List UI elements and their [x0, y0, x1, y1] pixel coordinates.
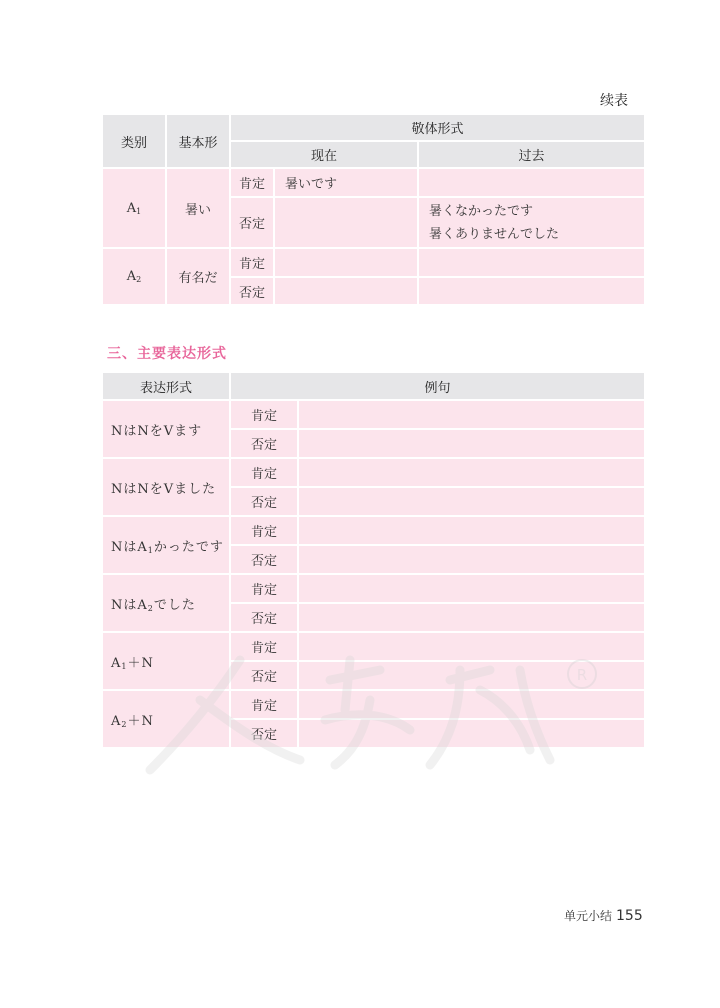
header-past: 过去: [419, 142, 646, 169]
negative-past-line-2: 暑くありませんでした: [429, 226, 560, 242]
header-example: 例句: [231, 373, 646, 401]
affirmative-present-cell: [275, 249, 419, 278]
example-cell: [299, 488, 646, 517]
expression-patterns-table: [103, 373, 646, 749]
base-form-atsui: 暑い: [167, 169, 231, 249]
svg-text:R: R: [576, 666, 588, 684]
example-cell: [299, 517, 646, 546]
affirmative-label: 肯定: [231, 691, 299, 720]
category-a1: $A_1$: [103, 169, 167, 249]
affirmative-label: 肯定: [231, 575, 299, 604]
example-cell: [299, 546, 646, 575]
example-cell: [299, 401, 646, 430]
negative-past-cell: [419, 278, 646, 306]
example-cell: [299, 720, 646, 749]
footer-unit-label: 单元小结: [564, 909, 613, 923]
negative-past-line-1: 暑くなかったです: [429, 203, 534, 219]
section-title: 三、主要表达形式: [107, 346, 227, 362]
affirmative-label: 肯定: [231, 249, 275, 278]
negative-label: 否定: [231, 662, 299, 691]
negative-label: 否定: [231, 278, 275, 306]
pattern-cell: Nは$A_1$かったです: [103, 517, 231, 575]
affirmative-label: 肯定: [231, 401, 299, 430]
header-expression: 表达形式: [103, 373, 231, 401]
page-number: 155: [616, 908, 643, 924]
negative-label: 否定: [231, 430, 299, 459]
affirmative-past-cell: [419, 249, 646, 278]
negative-label: 否定: [231, 198, 275, 249]
negative-past-cell: [419, 198, 646, 249]
header-present: 现在: [231, 142, 419, 169]
example-cell: [299, 691, 646, 720]
negative-label: 否定: [231, 720, 299, 749]
affirmative-label: 肯定: [231, 633, 299, 662]
pattern-cell: NはNをVます: [103, 401, 231, 459]
example-cell: [299, 430, 646, 459]
example-cell: [299, 459, 646, 488]
affirmative-label: 肯定: [231, 169, 275, 198]
negative-label: 否定: [231, 546, 299, 575]
pattern-cell: Nは$A_2$でした: [103, 575, 231, 633]
affirmative-label: 肯定: [231, 459, 299, 488]
pattern-cell: NはNをVました: [103, 459, 231, 517]
header-polite-form: 敬体形式: [231, 115, 646, 142]
negative-present-cell: [275, 278, 419, 306]
example-cell: [299, 604, 646, 633]
negative-present-cell: [275, 198, 419, 249]
example-cell: [299, 662, 646, 691]
negative-label: 否定: [231, 604, 299, 633]
pattern-cell: $A_1+N$: [103, 633, 231, 691]
base-form-yuumeida: 有名だ: [167, 249, 231, 306]
header-category: 类别: [103, 115, 167, 169]
pattern-cell: $A_2+N$: [103, 691, 231, 749]
affirmative-past-cell: [419, 169, 646, 198]
category-a2: $A_2$: [103, 249, 167, 306]
affirmative-label: 肯定: [231, 517, 299, 546]
header-base-form: 基本形: [167, 115, 231, 169]
example-cell: [299, 633, 646, 662]
adjective-forms-table: [103, 115, 646, 306]
page-footer: [564, 907, 643, 924]
negative-label: 否定: [231, 488, 299, 517]
example-cell: [299, 575, 646, 604]
continued-table-label: 续表: [600, 93, 628, 109]
affirmative-present-cell: 暑いです: [275, 169, 419, 198]
